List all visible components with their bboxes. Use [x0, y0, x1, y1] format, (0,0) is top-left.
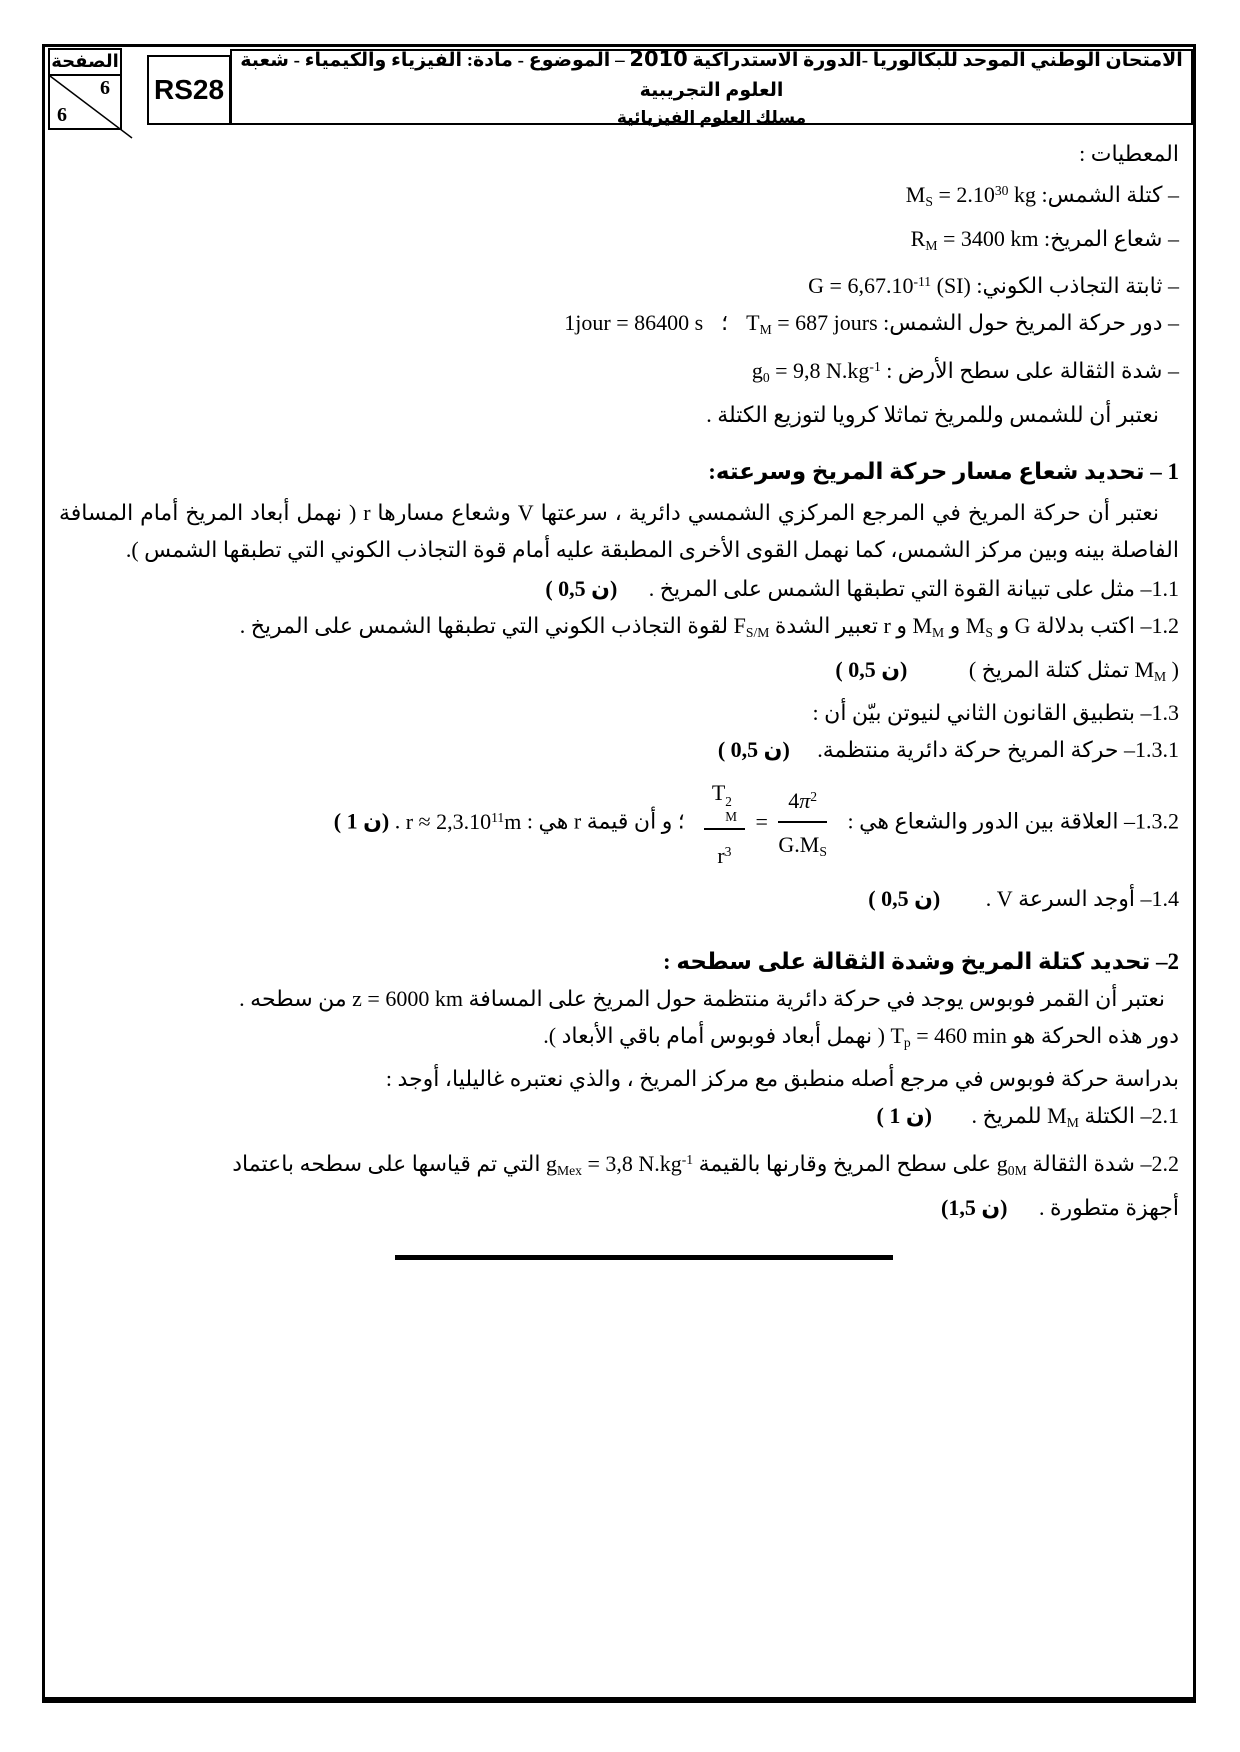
- question-2-2: 2.2– شدة الثقالة $g_{0M}$ على سطح المريخ وقارنها بالقيمة $g_{Mex} = 3,8$ $N.kg^{-1}$ التي تم قياسها على سطحه باعتماد: [232, 1151, 1179, 1178]
- section2-intro-line3: بدراسة حركة فوبوس في مرجع أصله منطبق مع مركز المريخ ، والذي نعتبره غاليليا، أوجد :: [385, 1066, 1179, 1092]
- end-divider: [395, 1255, 893, 1260]
- question-1-1: 1.1– مثل على تبيانة القوة التي تطبقها الشمس على المريخ . ( 0,5 ن): [545, 575, 1179, 601]
- exam-title-box: [230, 49, 1193, 125]
- exam-code-box: RS28: [147, 55, 231, 125]
- section2-title: 2– تحديد كتلة المريخ وشدة الثقالة على سطحه :: [662, 948, 1179, 974]
- question-1-3-2: 1.3.2– العلاقة بين الدور والشعاع هي : T 2 M $r^3$ = $\frac{4\pi^2}{G.M_S}$ ؛ و أن قيمة r هي : $r \approx 2,3.10^{11}m$ . ( 1 ن): [59, 774, 1179, 873]
- question-1-3-1: 1.3.1– حركة المريخ حركة دائرية منتظمة. ( 0,5 ن): [717, 737, 1179, 763]
- page-current-number: 6: [100, 77, 110, 99]
- page-box-numbers: [50, 76, 120, 128]
- given-mars-radius: – شعاع المريخ: $R_M = 3400$ km: [910, 225, 1179, 253]
- section2-intro-line2: دور هذه الحركة هو $T_p = 460$ min ( نهمل أبعاد فوبوس أمام باقي الأبعاد ).: [543, 1022, 1179, 1050]
- question-1-2-note: ( $M_M$ تمثل كتلة المريخ ) ( 0,5 ن): [835, 656, 1179, 684]
- question-1-2: 1.2– اكتب بدلالة G و $M_S$ و $M_M$ و r تعبير الشدة $F_{S/M}$ لقوة التجاذب الكوني التي تطبقها الشمس على المريخ .: [239, 612, 1179, 640]
- section1-title: 1 – تحديد شعاع مسار حركة المريخ وسرعته:: [708, 458, 1179, 484]
- givens-title: المعطيات :: [1079, 141, 1179, 166]
- question-1-3: 1.3– بتطبيق القانون الثاني لنيوتن بيّن أن :: [812, 700, 1179, 726]
- given-earth-gravity: – شدة الثقالة على سطح الأرض : $g_0 = 9,8$ $N.kg^{-1}$: [751, 357, 1179, 385]
- given-gravitational-constant: – ثابتة التجاذب الكوني: $G = 6,67.10^{-11}$ (SI): [808, 273, 1179, 299]
- question-1-4: 1.4– أوجد السرعة V . ( 0,5 ن): [868, 885, 1179, 911]
- givens-note: نعتبر أن للشمس وللمريخ تماثلا كرويا لتوزيع الكتلة .: [706, 401, 1159, 427]
- section2-intro-line1: نعتبر أن القمر فوبوس يوجد في حركة دائرية منتظمة حول المريخ على المسافة z = 6000 km من سطحه .: [239, 985, 1165, 1011]
- section1-intro: نعتبر أن حركة المريخ في المرجع المركزي الشمسي دائرية ، سرعتها V وشعاع مسارها r ( نهمل أبعاد المريخ أمام المسافة الفاصلة بينه وبين مركز الشمس، كما نهمل القوى الأخرى المطبقة عليه أمام قوة التجاذب الكوني التي تطبقها الشمس ).: [59, 499, 1179, 562]
- exam-body: [45, 135, 1193, 1226]
- page-number-box: [48, 48, 122, 130]
- exam-title-line1: الامتحان الوطني الموحد للبكالوريا -الدورة الاستدراكية 2010 – الموضوع - مادة: الفيزياء والكيمياء - شعبة العلوم التجريبية: [240, 47, 1183, 101]
- question-2-2-continuation: أجهزة متطورة . (1,5 ن): [941, 1194, 1179, 1220]
- question-2-1: 2.1– الكتلة $M_M$ للمريخ . ( 1 ن): [876, 1103, 1179, 1131]
- given-mars-period: – دور حركة المريخ حول الشمس: $T_M = 687$ jours؛1jour = 86400 s: [564, 310, 1179, 338]
- page-total-number: 6: [57, 104, 67, 126]
- given-sun-mass: – كتلة الشمس: $M_S = 2.10^{30}$ kg: [905, 181, 1179, 209]
- exam-title-line2: مسلك العلوم الفيزيائية: [616, 108, 807, 127]
- page-box-title: الصفحة: [50, 50, 120, 76]
- page-frame: [42, 44, 1196, 1703]
